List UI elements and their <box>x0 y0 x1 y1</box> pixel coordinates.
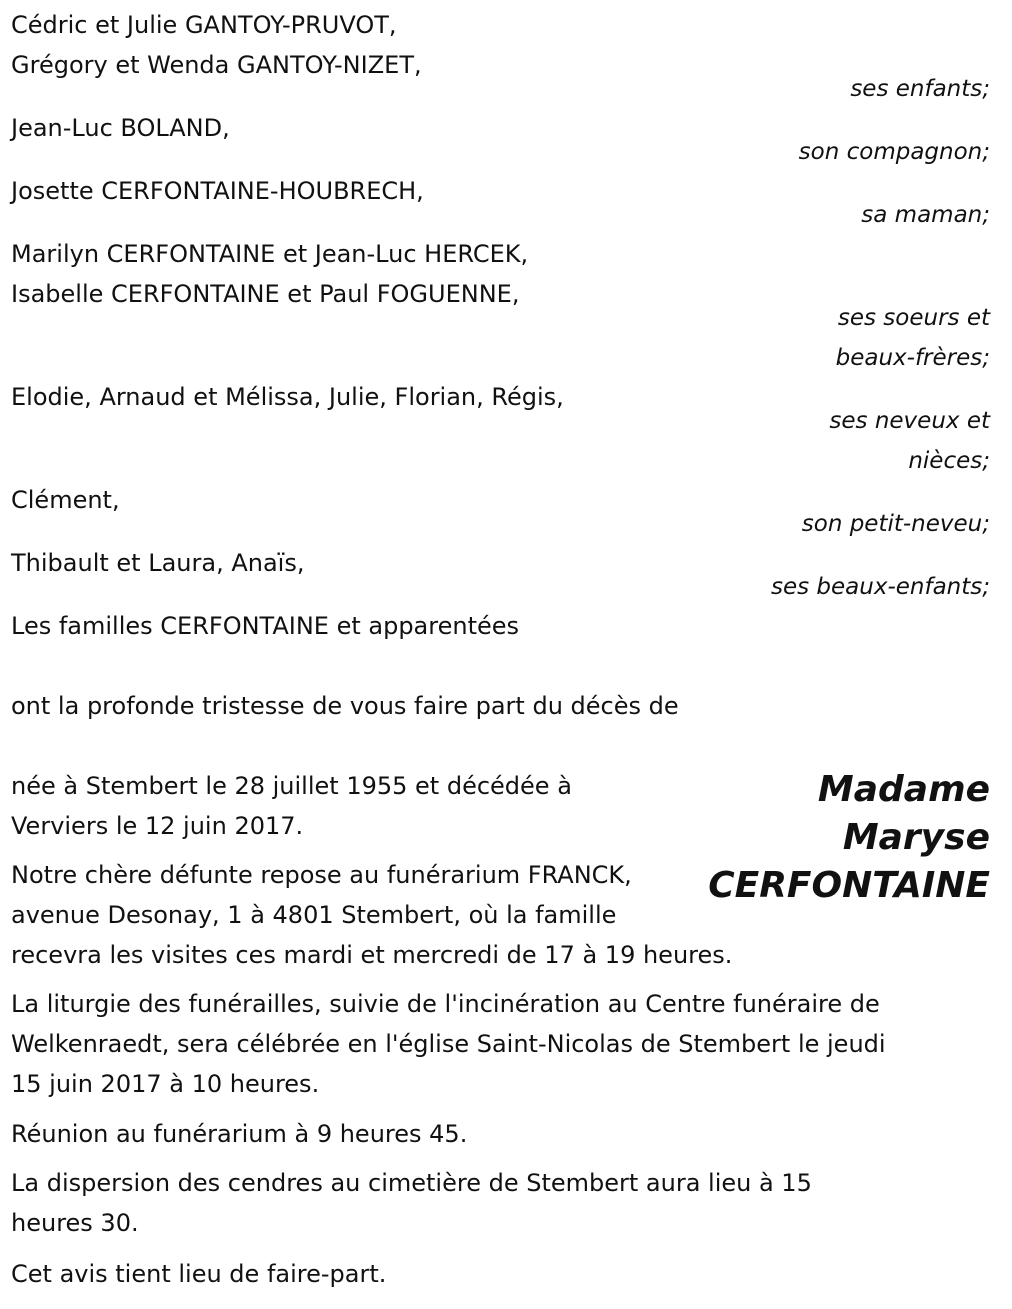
family-partner-line: Jean-Luc BOLAND, <box>11 114 230 142</box>
liturgy-line-1: La liturgie des funérailles, suivie de l'incinération au Centre funéraire de <box>11 990 880 1018</box>
role-stepchildren: ses beaux-enfants; <box>770 574 990 600</box>
deceased-first-name: Maryse <box>842 817 990 858</box>
family-grandnephew-line: Clément, <box>11 486 120 514</box>
closing-line: Cet avis tient lieu de faire-part. <box>11 1260 387 1288</box>
birth-death-line-1: née à Stembert le 28 juillet 1955 et décédée à <box>11 772 572 800</box>
announcement-text: ont la profonde tristesse de vous faire part du décès de <box>11 692 679 720</box>
role-nephews-line-2: nièces; <box>908 448 990 474</box>
role-partner: son compagnon; <box>798 139 990 165</box>
deceased-last-name: CERFONTAINE <box>708 865 990 906</box>
family-children-line-2: Grégory et Wenda GANTOY-NIZET, <box>11 51 422 79</box>
family-siblings-line-2: Isabelle CERFONTAINE et Paul FOGUENNE, <box>11 280 520 308</box>
family-nephews-line: Elodie, Arnaud et Mélissa, Julie, Florian, Régis, <box>11 383 564 411</box>
visitation-line-2: avenue Desonay, 1 à 4801 Stembert, où la famille <box>11 901 617 929</box>
dispersion-line-1: La dispersion des cendres au cimetière de Stembert aura lieu à 15 <box>11 1169 812 1197</box>
role-children: ses enfants; <box>850 76 990 102</box>
meeting-line: Réunion au funérarium à 9 heures 45. <box>11 1120 468 1148</box>
birth-death-line-2: Verviers le 12 juin 2017. <box>11 812 304 840</box>
liturgy-line-2: Welkenraedt, sera célébrée en l'église Saint-Nicolas de Stembert le jeudi <box>11 1030 886 1058</box>
liturgy-line-3: 15 juin 2017 à 10 heures. <box>11 1070 320 1098</box>
visitation-line-3: recevra les visites ces mardi et mercredi de 17 à 19 heures. <box>11 941 733 969</box>
role-siblings-line-1: ses soeurs et <box>837 305 990 331</box>
visitation-line-1: Notre chère défunte repose au funérarium FRANCK, <box>11 861 632 889</box>
role-mother: sa maman; <box>861 202 990 228</box>
dispersion-line-2: heures 30. <box>11 1209 139 1237</box>
family-mother-line: Josette CERFONTAINE-HOUBRECH, <box>11 177 424 205</box>
deceased-name <box>708 766 990 910</box>
role-nephews-line-1: ses neveux et <box>829 408 990 434</box>
family-children-line-1: Cédric et Julie GANTOY-PRUVOT, <box>11 11 397 39</box>
family-siblings-line-1: Marilyn CERFONTAINE et Jean-Luc HERCEK, <box>11 240 529 268</box>
family-families-line: Les familles CERFONTAINE et apparentées <box>11 612 520 640</box>
family-stepchildren-line: Thibault et Laura, Anaïs, <box>11 549 305 577</box>
deceased-title: Madame <box>817 769 990 810</box>
role-grandnephew: son petit-neveu; <box>801 511 990 537</box>
role-siblings-line-2: beaux-frères; <box>835 345 990 371</box>
